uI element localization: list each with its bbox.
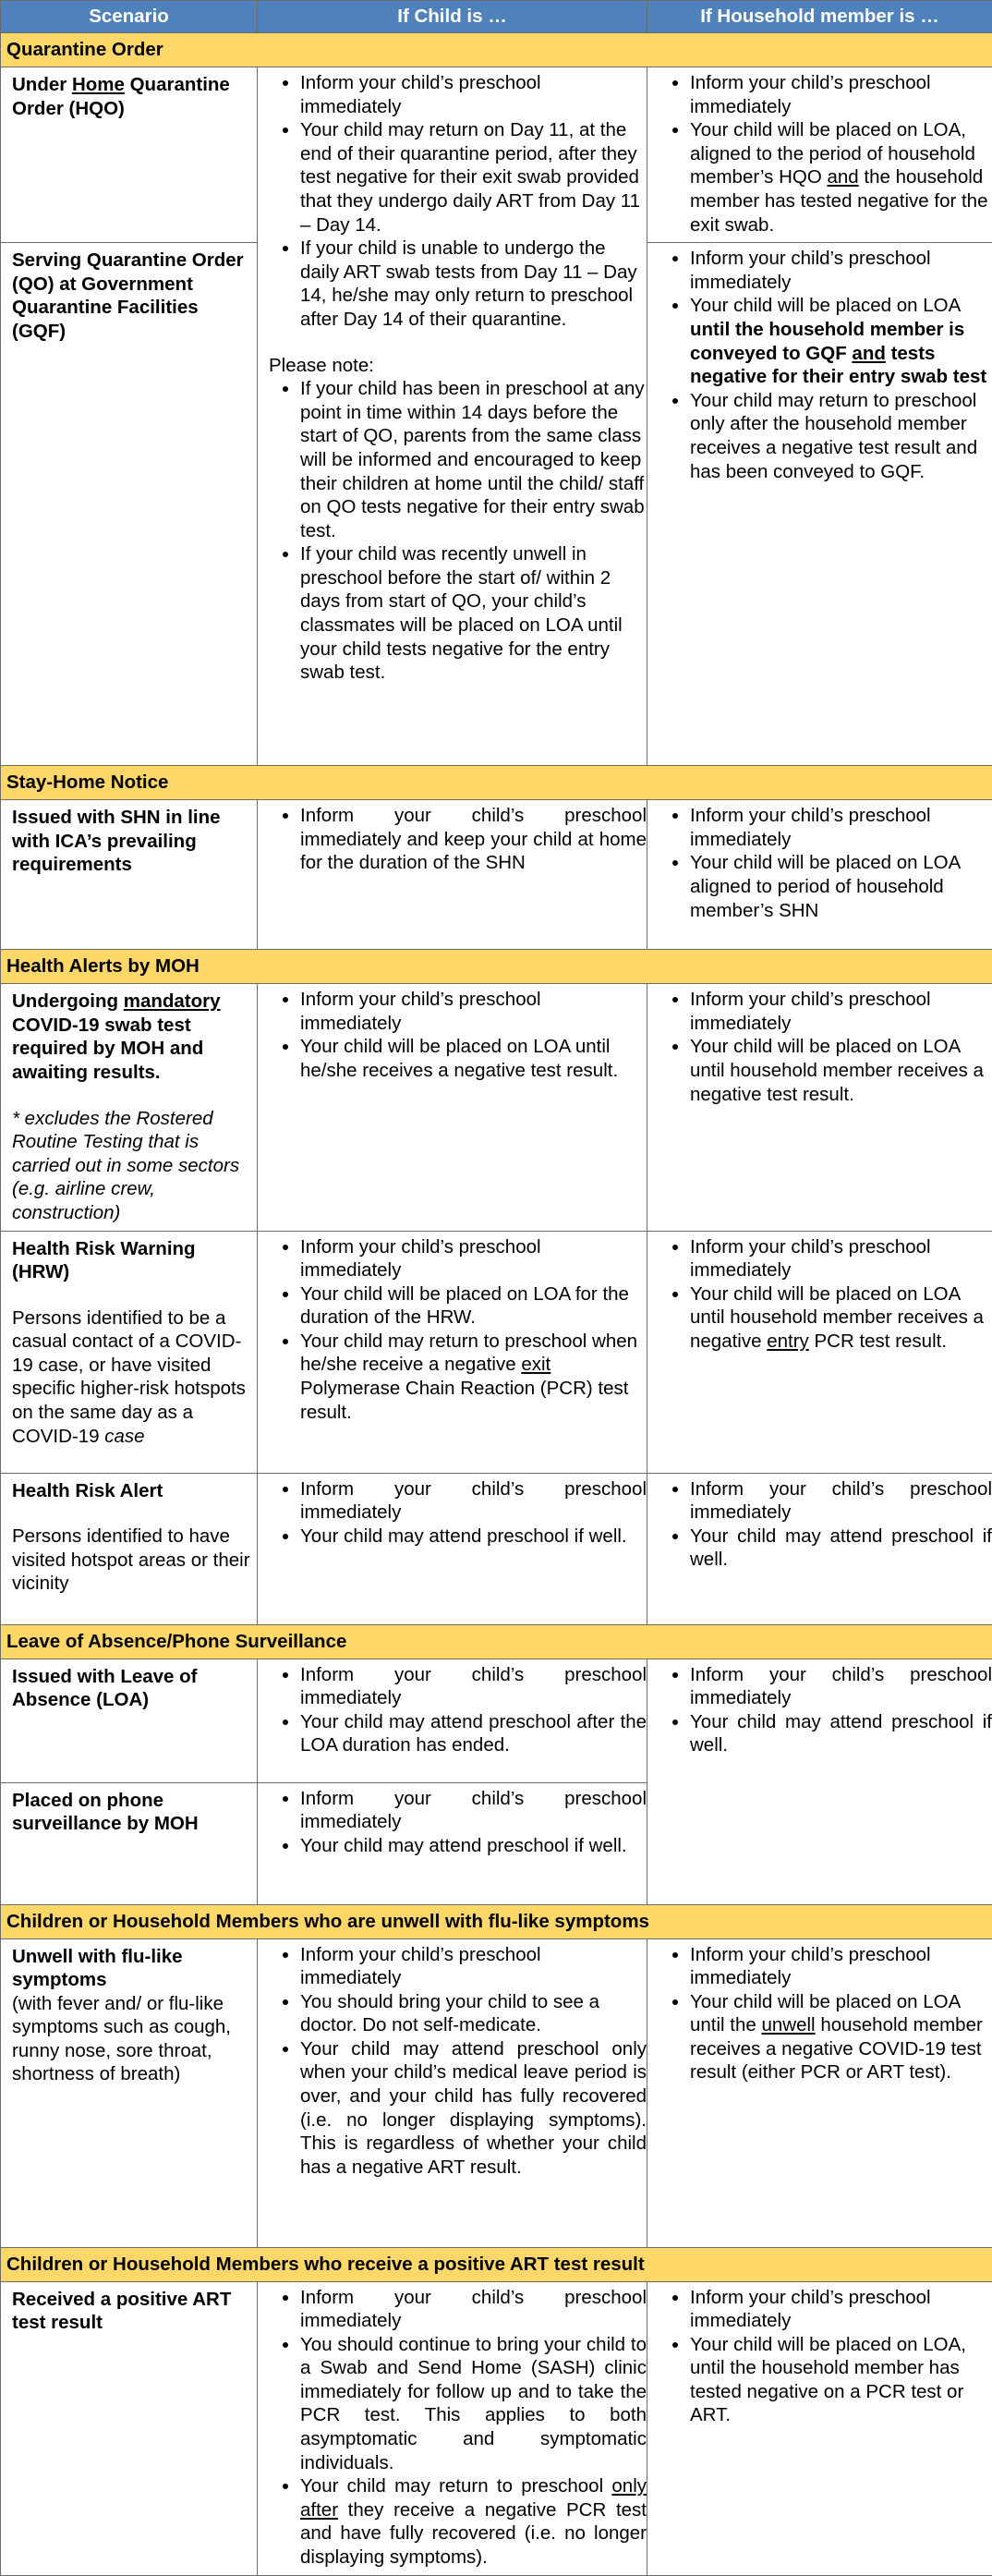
- list-item: • Inform your child’s preschool immediately: [300, 1943, 647, 1990]
- list-item: • Inform your child’s preschool immediately: [300, 1477, 647, 1525]
- household-flu: [647, 1938, 992, 2247]
- list-item: • Your child may return on Day 11, at the end of their quarantine period, after they test negative for their exit swab provided that they undergo daily ART from Day 11 – Day 14.: [300, 118, 647, 237]
- household-hra: [647, 1473, 992, 1624]
- list-item: • Inform your child’s preschool immediately: [690, 247, 992, 294]
- table-header-row: [1, 1, 992, 33]
- list-item: • You should continue to bring your child to a Swab and Send Home (SASH) clinic immediately for follow up and to take the PCR test. This applies to both asymptomatic and symptomatic individuals.: [300, 2333, 647, 2475]
- scenario-hrw: Health Risk Warning (HRW) Persons identified to be a casual contact of a COVID-19 case, or have visited specific higher-risk hotspots on the same day as a COVID-19 case: [1, 1231, 258, 1473]
- child-quarantine-cell: [258, 67, 647, 766]
- scenario-hra: Health Risk Alert Persons identified to have visited hotspot areas or their vicinity: [1, 1473, 258, 1624]
- section-quarantine-order: Quarantine Order: [1, 33, 992, 67]
- note-label: Please note:: [269, 354, 647, 378]
- list-item: • Inform your child’s preschool immediately: [300, 2286, 647, 2333]
- child-phone: [258, 1782, 647, 1904]
- scenario-swab-test: Undergoing mandatory COVID-19 swab test required by MOH and awaiting results. * excludes the Rostered Routine Testing that is carried out in some sectors (e.g. airline crew, construction): [1, 984, 258, 1231]
- list-item: • Inform your child’s preschool immediately: [690, 1477, 992, 1525]
- child-flu: [258, 1938, 647, 2247]
- row-flu: [1, 1938, 992, 2247]
- list-item: • Inform your child’s preschool immediately: [690, 1663, 992, 1710]
- list-item: • Your child may return to preschool only after they receive a negative PCR test and have fully recovered (i.e. no longer displaying symptoms).: [300, 2474, 647, 2569]
- row-swab-test: [1, 984, 992, 1231]
- list-item: • Inform your child’s preschool immediately: [300, 71, 647, 118]
- scenario-loa: Issued with Leave of Absence (LOA): [1, 1659, 258, 1782]
- household-qo: [647, 243, 992, 766]
- list-item: • Your child may attend preschool if well.: [300, 1525, 647, 1549]
- list-item: • If your child has been in preschool at any point in time within 14 days before the start of QO, parents from the same class will be informed and encouraged to keep their children at home until the child/ staff on QO tests negative for their entry swab test.: [300, 377, 647, 542]
- list-item: • Inform your child’s preschool immediately: [300, 1235, 647, 1282]
- row-loa: [1, 1659, 992, 1782]
- row-shn: [1, 800, 992, 950]
- household-swab-test: [647, 984, 992, 1231]
- list-item: • Your child will be placed on LOA until household member receives a negative entry PCR test result.: [690, 1282, 992, 1354]
- child-loa: [258, 1659, 647, 1782]
- list-item: • Inform your child’s preschool immediately: [690, 988, 992, 1035]
- household-positive-art: [647, 2281, 992, 2575]
- list-item: • If your child was recently unwell in preschool before the start of/ within 2 days from start of QO, your child’s classmates will be placed on LOA until your child tests negative for the entry swab test.: [300, 542, 647, 685]
- section-health-alerts: Health Alerts by MOH: [1, 950, 992, 984]
- list-item: • Your child may attend preschool if well.: [300, 1834, 647, 1858]
- row-hqo: [1, 67, 992, 243]
- list-item: • Your child will be placed on LOA until he/she receives a negative test result.: [300, 1035, 647, 1082]
- list-item: • Your child will be placed on LOA, until the household member has tested negative on a PCR test or ART.: [690, 2333, 992, 2427]
- child-shn: [258, 800, 647, 950]
- list-item: • Inform your child’s preschool immediately: [690, 804, 992, 851]
- list-item: • Inform your child’s preschool immediately: [690, 1943, 992, 1990]
- household-hqo: [647, 67, 992, 243]
- list-item: • Your child will be placed on LOA until the unwell household member receives a negative COVID-19 test result (either PCR or ART test).: [690, 1990, 992, 2084]
- list-item: • Your child will be placed on LOA, aligned to the period of household member’s HQO and the household member has tested negative for the exit swab.: [690, 118, 992, 237]
- list-item: • Your child will be placed on LOA aligned to period of household member’s SHN: [690, 851, 992, 922]
- row-hrw: [1, 1231, 992, 1473]
- list-item: • Inform your child’s preschool immediately: [690, 1235, 992, 1282]
- list-item: • Inform your child’s preschool immediately: [300, 1787, 647, 1834]
- child-hrw: [258, 1231, 647, 1473]
- list-item: • Your child may attend preschool only when your child’s medical leave period is over, and your child has fully recovered (i.e. no longer displaying symptoms). This is regardless of whether your child has a negative ART result.: [300, 2037, 647, 2180]
- scenario-hqo: Under Home Quarantine Order (HQO): [1, 67, 258, 243]
- list-item: • Inform your child’s preschool immediately and keep your child at home for the duration of the SHN: [300, 804, 647, 875]
- row-hra: [1, 1473, 992, 1624]
- list-item: • You should bring your child to see a doctor. Do not self-medicate.: [300, 1990, 647, 2037]
- list-item: • Inform your child’s preschool immediately: [690, 2286, 992, 2333]
- row-positive-art: [1, 2281, 992, 2575]
- scenario-positive-art: Received a positive ART test result: [1, 2281, 258, 2575]
- list-item: • Your child may return to preschool when he/she receive a negative exit Polymerase Chain Reaction (PCR) test result.: [300, 1330, 647, 1424]
- section-unwell: Children or Household Members who are unwell with flu-like symptoms: [1, 1904, 992, 1938]
- household-shn: [647, 800, 992, 950]
- section-stay-home-notice: Stay-Home Notice: [1, 766, 992, 800]
- child-hra: [258, 1473, 647, 1624]
- household-loa: [647, 1659, 992, 1904]
- scenario-phone: Placed on phone surveillance by MOH: [1, 1782, 258, 1904]
- scenario-header: Scenario: [1, 1, 258, 33]
- scenario-shn: Issued with SHN in line with ICA’s prevailing requirements: [1, 800, 258, 950]
- child-positive-art: [258, 2281, 647, 2575]
- list-item: • Your child will be placed on LOA until the household member is conveyed to GQF and tests negative for their entry swab test: [690, 294, 992, 388]
- list-item: • Inform your child’s preschool immediately: [300, 1663, 647, 1710]
- child-swab-test: [258, 984, 647, 1231]
- list-item: • Your child may attend preschool if well.: [690, 1525, 992, 1572]
- list-item: • If your child is unable to undergo the daily ART swab tests from Day 11 – Day 14, he/she may only return to preschool after Day 14 of their quarantine.: [300, 237, 647, 331]
- list-item: • Your child may return to preschool only after the household member receives a negative test result and has been conveyed to GQF.: [690, 389, 992, 483]
- list-item: • Your child will be placed on LOA until household member receives a negative test result.: [690, 1035, 992, 1106]
- section-loa-phone: Leave of Absence/Phone Surveillance: [1, 1624, 992, 1659]
- list-item: • Inform your child’s preschool immediately: [300, 988, 647, 1035]
- household-header: If Household member is …: [647, 1, 992, 33]
- list-item: • Your child may attend preschool if well.: [690, 1710, 992, 1757]
- scenario-flu: Unwell with flu-like symptoms (with fever and/ or flu-like symptoms such as cough, runny nose, sore throat, shortness of breath): [1, 1938, 258, 2247]
- list-item: • Your child may attend preschool after the LOA duration has ended.: [300, 1710, 647, 1757]
- list-item: • Inform your child’s preschool immediately: [690, 71, 992, 118]
- section-positive-art: Children or Household Members who receive a positive ART test result: [1, 2247, 992, 2281]
- list-item: • Your child will be placed on LOA for the duration of the HRW.: [300, 1282, 647, 1330]
- scenario-qo: Serving Quarantine Order (QO) at Government Quarantine Facilities (GQF): [1, 243, 258, 766]
- household-hrw: [647, 1231, 992, 1473]
- child-header: If Child is …: [258, 1, 647, 33]
